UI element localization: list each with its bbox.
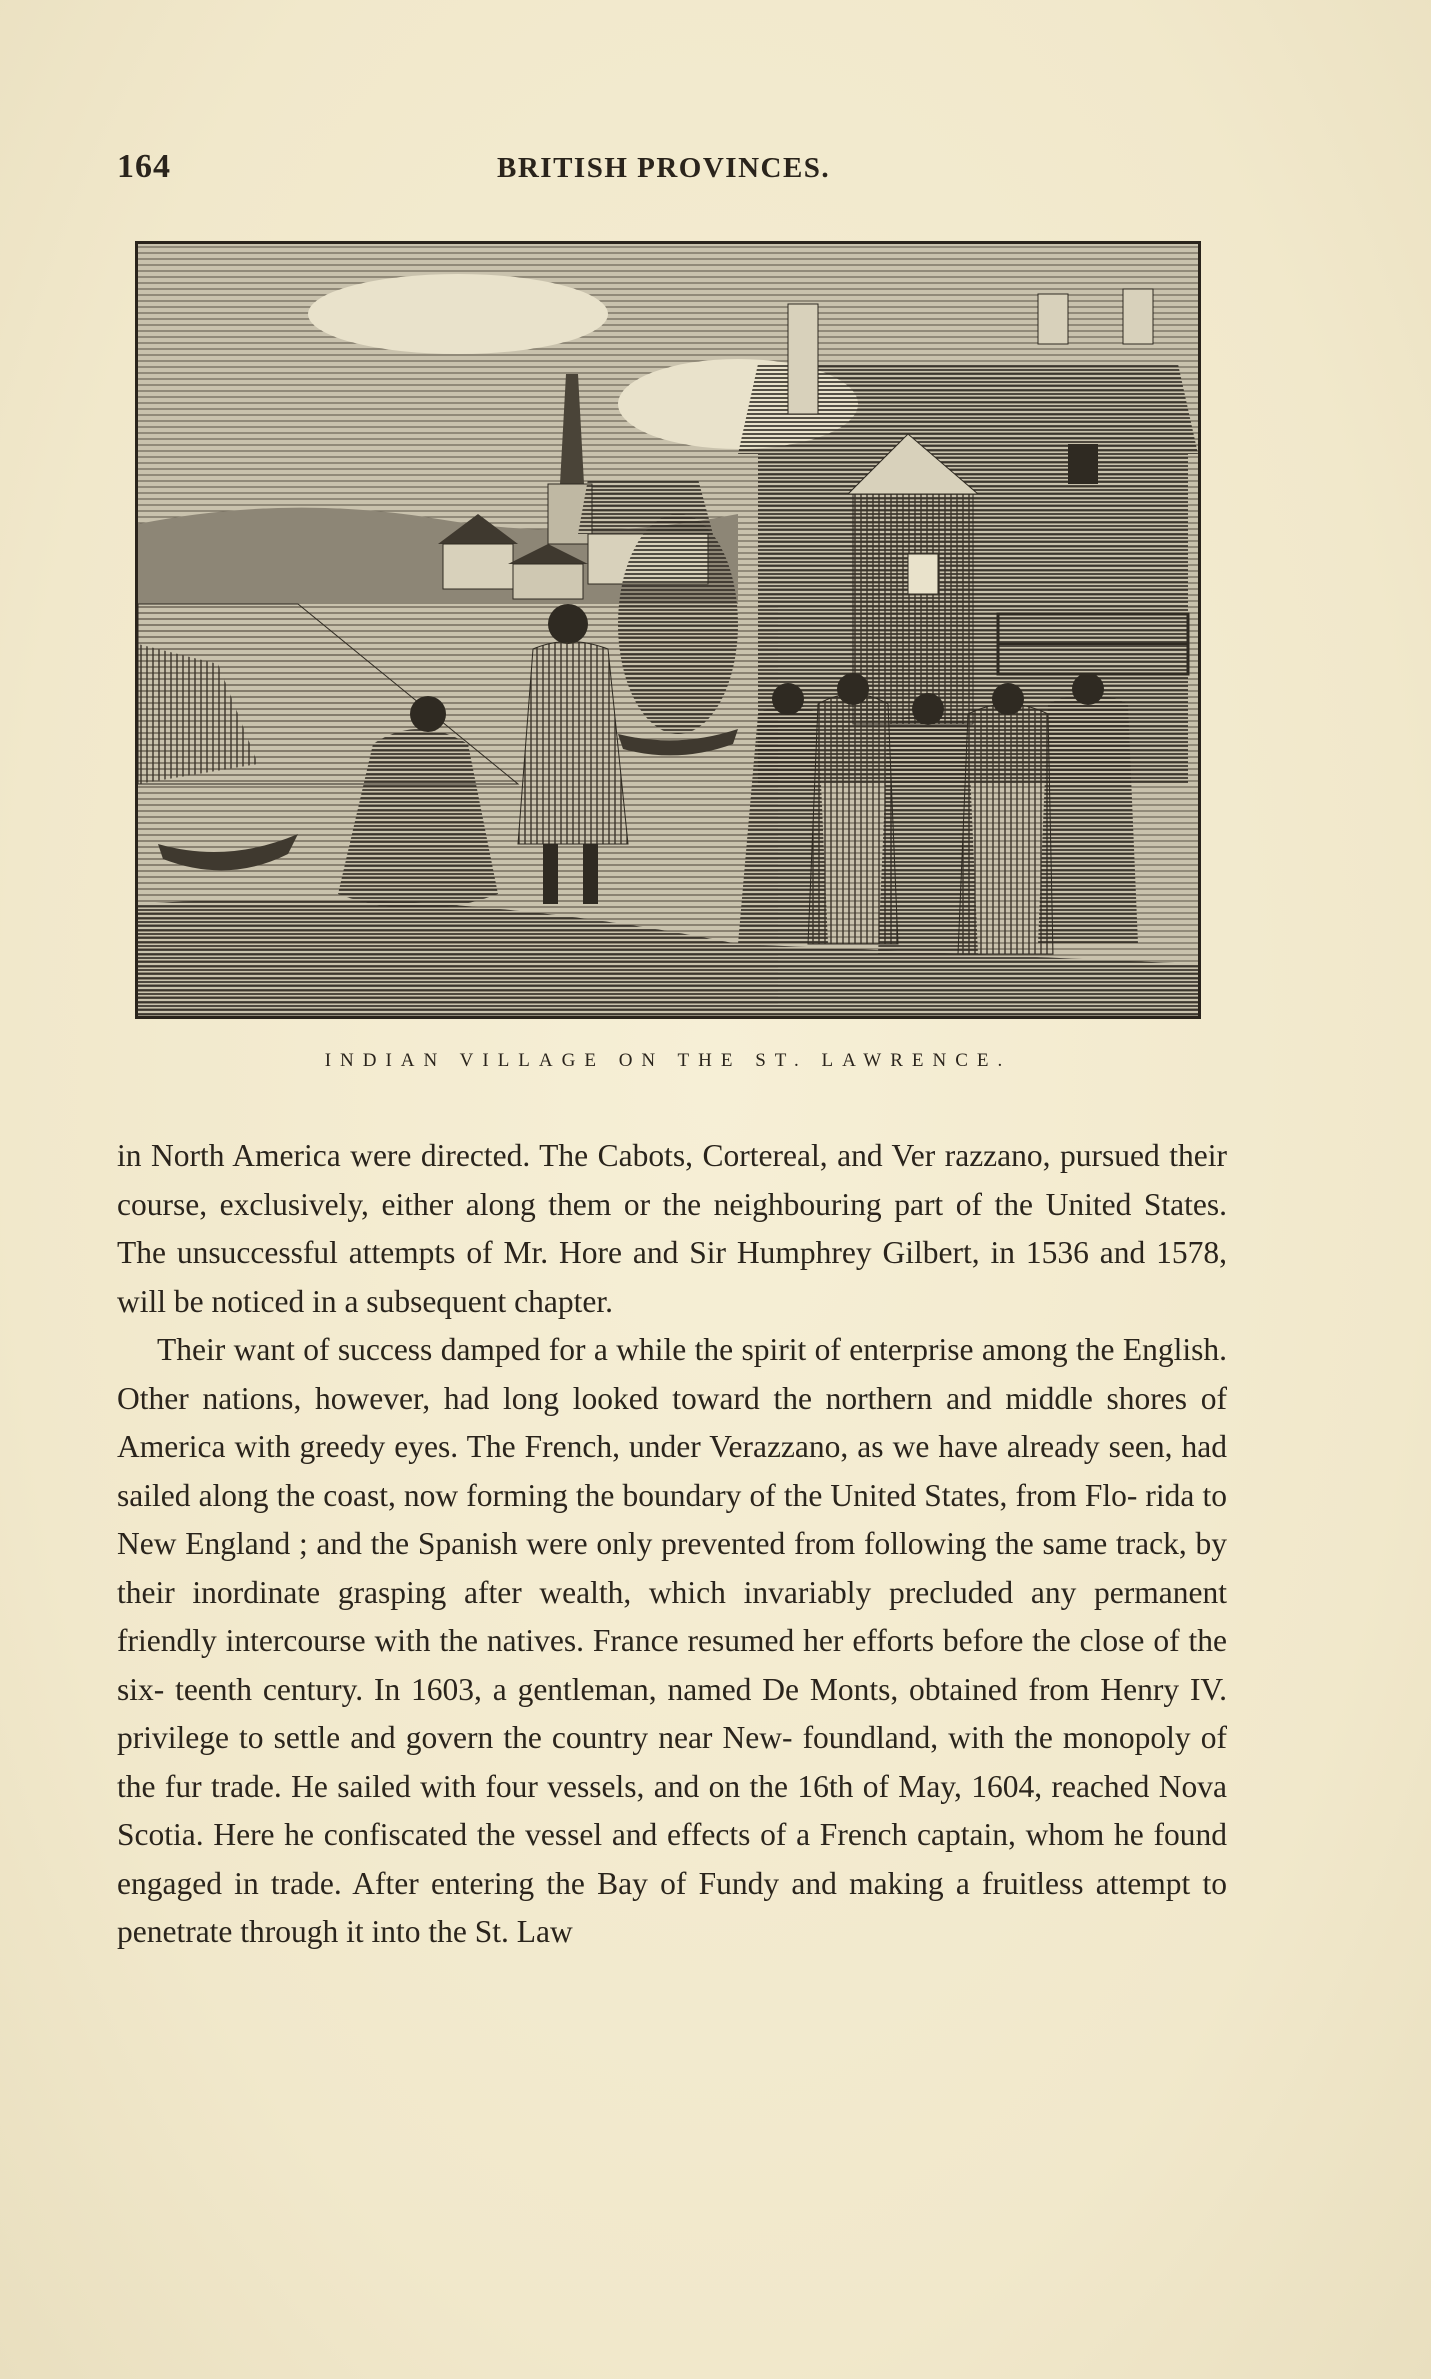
engraving-illustration	[135, 241, 1201, 1019]
paragraph-1: in North America were directed. The Cabots, Cortereal, and Ver razzano, pursued their course, exclusively, either along them or the neighbouring part of the United States. The unsuccessful attempts of Mr. Hore and Sir Humphrey Gilbert, in 1536 and 1578, will be noticed in a subsequent chapter.	[117, 1138, 1227, 1319]
body-text	[117, 1132, 1227, 1957]
page-header	[117, 148, 1227, 198]
group-of-figures	[738, 673, 1138, 954]
running-head: BRITISH PROVINCES.	[497, 152, 831, 184]
page-number: 164	[117, 148, 171, 185]
figure-caption: INDIAN VILLAGE ON THE ST. LAWRENCE.	[324, 1050, 1012, 1071]
paragraph-2: Their want of success damped for a while the spirit of enterprise among the English. Other nations, however, had long looked toward the northern and middle shores of America with greedy eyes. The French, under Verazzano, as we have already seen, had sailed along the coast, now forming the boundary of the United States, from Flo- rida to New England ; and the Spanish were only prevented from following the same track, by their inordinate grasping after wealth, which invariably precluded any permanent friendly intercourse with the natives. France resumed her efforts before the close of the six- teenth century. In 1603, a gentleman, named De Monts, obtained from Henry IV. privilege to settle and govern the country near New- foundland, with the monopoly of the fur trade. He sailed with four vessels, and on the 16th of May, 1604, reached Nova Scotia. Here he confiscated the vessel and effects of a French captain, whom he found engaged in trade. After entering the Bay of Fundy and making a fruitless attempt to penetrate through it into the St. Law	[117, 1332, 1227, 1949]
cloud	[308, 274, 608, 354]
tree	[618, 514, 738, 734]
